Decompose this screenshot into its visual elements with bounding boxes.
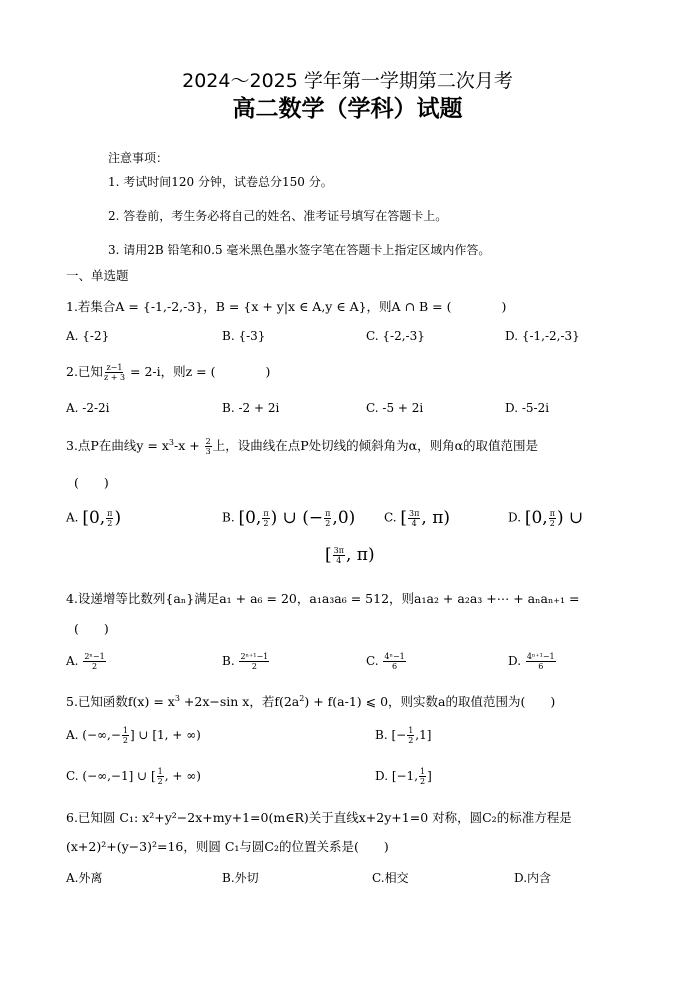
question-3-option-b: B. [0, $\frac{\pi}{2}$ ) ∪ (− $\frac{\pi}{2}$ ,0) — [222, 508, 356, 528]
question-4-option-d: D. $\frac{\text{4ⁿ⁺¹−1}}{6}$ — [508, 652, 555, 671]
question-3-option-c: C. [ $\frac{3\pi}{4}$ , π) — [384, 508, 451, 528]
exam-header-term: 2024～2025 学年第一学期第二次月考 — [182, 70, 513, 92]
question-3-paren: ( ) — [74, 475, 109, 490]
question-1-option-d: D. {-1,-2,-3} — [505, 329, 580, 343]
exam-title: 高二数学（学科）试题 — [232, 96, 463, 122]
question-1-option-a: A. {-2} — [66, 329, 110, 343]
question-6-option-a: A.外离 — [66, 871, 103, 885]
question-6-stem: 6.已知圆 C₁: x²+y²−2x+my+1=0(m∈R)关于直线x+2y+1=0 对称，圆C₂的标准方程是 — [66, 810, 572, 825]
notice-item: 1. 考试时间120 分钟，试卷总分150 分。 — [108, 175, 333, 189]
question-4-stem: 4.设递增等比数列{aₙ}满足a₁ + a₆ = 20，a₁a₃a₆ = 512，则a₁a₂ + a₂a₃ +⋯ + aₙaₙ₊₁ = — [66, 591, 580, 606]
question-2-option-c: C. -5 + 2i — [366, 401, 424, 415]
fraction: $\frac{z-1}{z + 3}$ — [103, 363, 126, 382]
question-6-option-c: C.相交 — [372, 871, 409, 885]
question-3-option-d: D. [0, $\frac{\pi}{2}$ ) ∪ — [508, 508, 584, 528]
fraction: $\frac{2}{3}$ — [205, 437, 211, 456]
question-1-stem: 1.若集合A = {-1,-2,-3}，B = {x + y|x ∈ A,y ∈ A}，则A ∩ B = ( ) — [66, 299, 507, 314]
question-2-option-a: A. -2-2i — [66, 401, 110, 415]
question-4-option-c: C. $\frac{\text{4ⁿ−1}}{6}$ — [366, 652, 405, 671]
question-6-option-d: D.内含 — [514, 871, 552, 885]
question-1-option-b: B. {-3} — [222, 329, 266, 343]
question-3-option-a: A. [0, $\frac{\pi}{2}$ ) — [66, 508, 122, 528]
question-4-paren: ( ) — [74, 621, 109, 636]
question-2-stem: 2.已知 $\frac{z-1}{z + 3}$ = 2-i，则z = ( ) — [66, 363, 271, 382]
question-1-option-c: C. {-2,-3} — [366, 329, 425, 343]
notice-item: 3. 请用2B 铅笔和0.5 毫米黑色墨水签字笔在答题卡上指定区域内作答。 — [108, 243, 491, 257]
question-2-option-b: B. -2 + 2i — [222, 401, 280, 415]
question-2-option-d: D. -5-2i — [505, 401, 550, 415]
question-6-option-b: B.外切 — [222, 871, 259, 885]
notice-item: 2. 答卷前，考生务必将自己的姓名、准考证号填写在答题卡上。 — [108, 209, 448, 223]
question-5-option-d: D. [−1, $\frac{1}{2}$ ] — [375, 767, 432, 786]
question-5-option-a: A. (−∞,− $\frac{1}{2}$ ] ∪ [1, + ∞) — [66, 726, 201, 745]
question-4-option-b: B. $\frac{\text{2ⁿ⁺¹−1}}{2}$ — [222, 652, 269, 671]
question-5-stem: 5.已知函数$f(x) = x^3 +2x-\sin$ x，若$f(2a^2) + f(a-1)$ ⩽ 0，则实数a的取值范围为( ) — [66, 693, 556, 709]
question-3-option-d-continued: [ $\frac{3\pi}{4}$ , π) — [325, 545, 375, 565]
question-3-stem: 3.点P在曲线$y = x^3-x$ + $\frac{2}{3}$ 上，设曲线在点P处切线的倾斜角为α，则角α的取值范围是 — [66, 437, 539, 456]
question-5-option-c: C. (−∞,−1] ∪ [ $\frac{1}{2}$ , + ∞) — [66, 767, 201, 786]
notice-title: 注意事项： — [108, 151, 169, 165]
section-heading: 一、单选题 — [66, 268, 129, 283]
question-5-option-b: B. [− $\frac{1}{2}$ ,1] — [375, 726, 432, 745]
question-6-stem-cont: (x+2)²+(y−3)²=16，则圆 C₁与圆C₂的位置关系是( ) — [66, 839, 389, 854]
question-4-option-a: A. $\frac{\text{2ⁿ−1}}{2}$ — [66, 652, 105, 671]
